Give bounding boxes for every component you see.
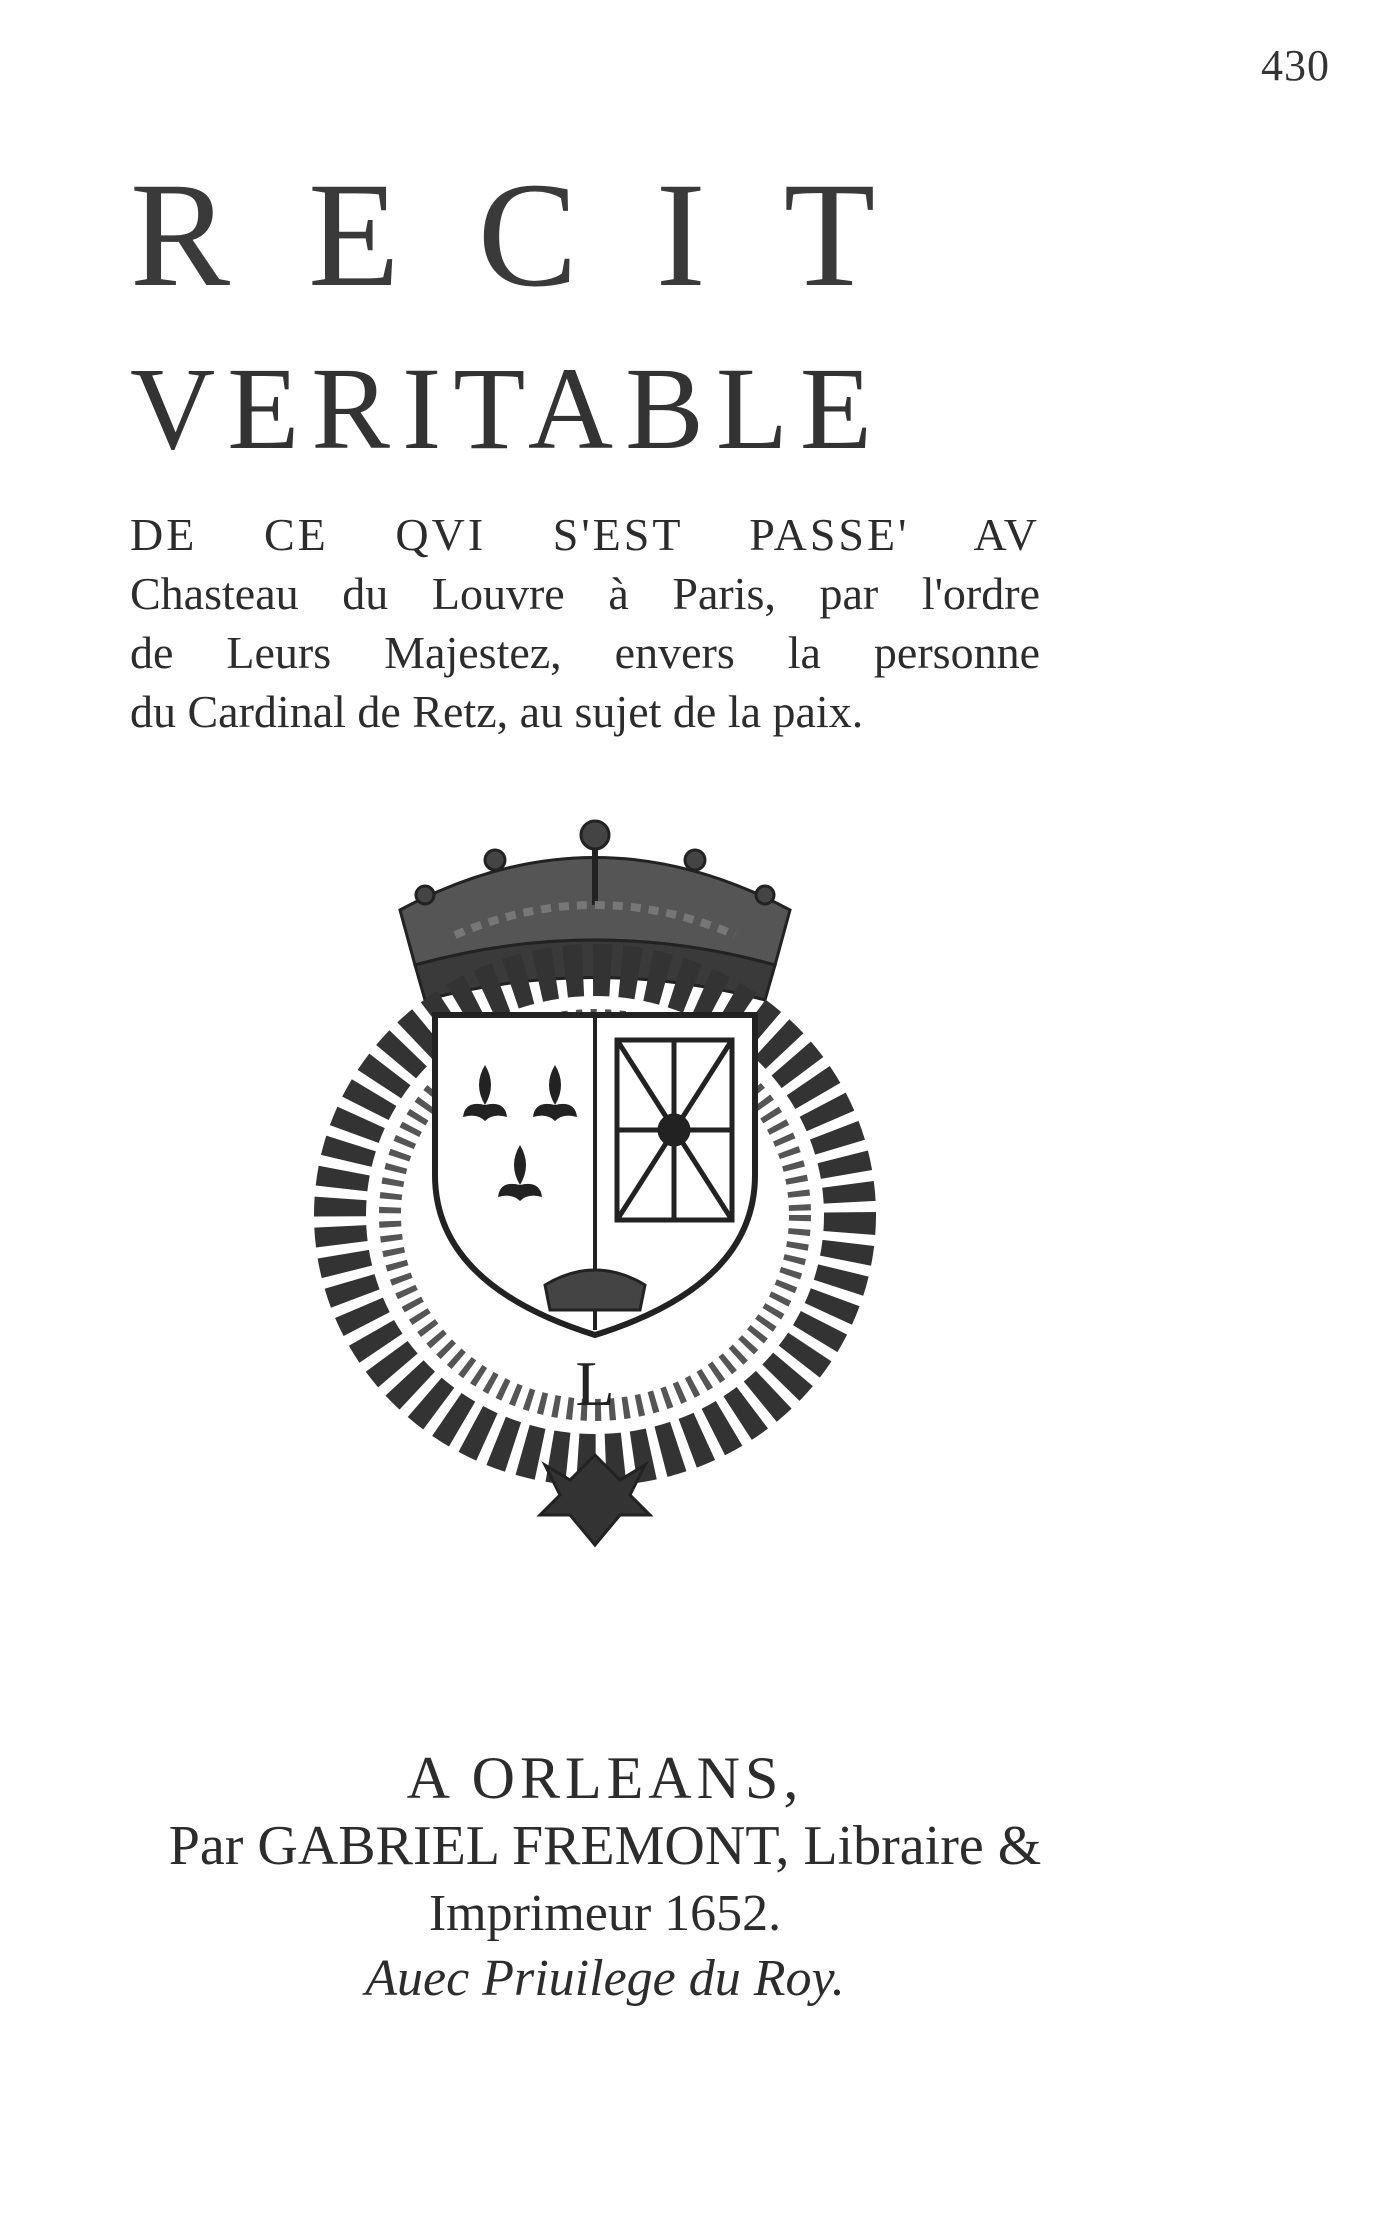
folio-number: 430 xyxy=(1261,41,1330,90)
imprint-city: A ORLEANS, xyxy=(406,1745,804,1811)
title-line-1: RECIT xyxy=(130,152,954,318)
imprint-printer: Par GABRIEL FREMONT, Libraire & xyxy=(168,1815,1042,1877)
subtitle-line-2: Chasteau du Louvre à Paris, par l'ordre xyxy=(130,567,1040,619)
imprint xyxy=(130,1745,1080,2011)
imprint-privilege: Auec Priuilege du Roy. xyxy=(365,1950,845,2007)
imprint-printer-title: Imprimeur 1652. xyxy=(428,1885,782,1942)
subtitle-line-4: du Cardinal de Retz, au sujet de la paix. xyxy=(130,685,864,737)
title-block xyxy=(130,152,1040,742)
emblem-initial: L xyxy=(575,1348,615,1419)
royal-coat-of-arms-icon xyxy=(305,815,885,1555)
subtitle-line-3: de Leurs Majestez, envers la personne xyxy=(130,626,1040,678)
subtitle xyxy=(130,506,1040,742)
title-line-2: VERITABLE xyxy=(130,343,885,474)
subtitle-line-1: DE CE QVI S'EST PASSE' AV xyxy=(130,509,1040,560)
